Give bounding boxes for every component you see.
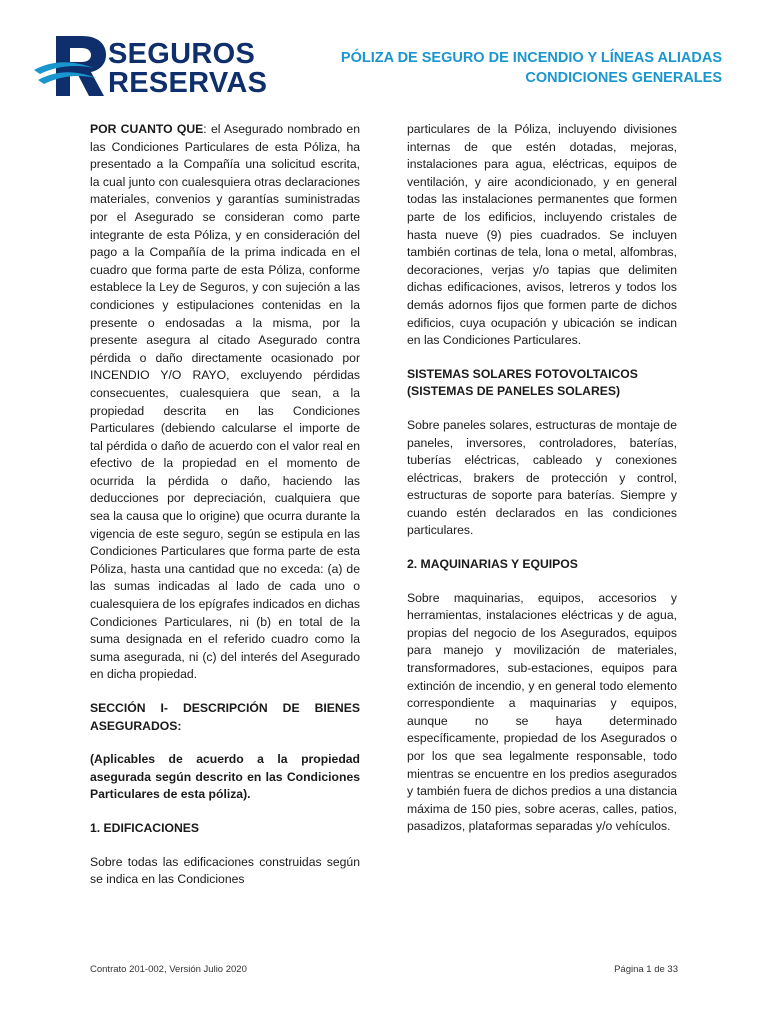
footer-contract: Contrato 201-002, Versión Julio 2020 bbox=[90, 964, 247, 975]
company-logo bbox=[32, 30, 268, 102]
right-column bbox=[407, 121, 677, 852]
brand-name bbox=[108, 40, 267, 98]
solar-heading-line-2: (SISTEMAS DE PANELES SOLARES) bbox=[407, 384, 621, 399]
document-title-line-2: CONDICIONES GENERALES bbox=[525, 70, 722, 86]
section-heading: SECCIÓN I- DESCRIPCIÓN DE BIENES ASEGURADOS: bbox=[90, 701, 360, 733]
maquinarias-heading: 2. MAQUINARIAS Y EQUIPOS bbox=[407, 557, 578, 572]
intro-paragraph bbox=[90, 121, 360, 684]
seguros-reservas-logo-icon bbox=[32, 30, 112, 102]
solar-heading-line-1: SISTEMAS SOLARES FOTOVOLTAICOS bbox=[407, 366, 638, 381]
edificaciones-text-start: Sobre todas las edificaciones construidas según se indica en las Condiciones bbox=[90, 854, 360, 887]
intro-text: : el Asegurado nombrado en las Condiciones Particulares de esta Póliza, ha presentado a la Compañía una solicitud escrita, la cual junto con cualesquiera otras declaraciones materiales, convenios y garantías suministradas por el Asegurado se consideran como parte integrante de esta Póliza, y en consideración del pago a la Compañía de la prima indicada en el cuadro que forma parte de esta Póliza, conforme establece la Ley de Seguros, y con sujeción a las condiciones y estipulaciones contenidas en la presente o endosadas a la misma, por la presente asegura al citado Asegurado contra pérdida o daño directamente ocasionado por INCENDIO Y/O RAYO, excluyendo pérdidas consecuentes, cualesquiera que sean, a la propiedad descrita en las Condiciones Particulares (debiendo calcularse el importe de tal pérdida o daño de acuerdo con el valor real en efectivo de la propiedad en el momento de ocurrida la pérdida o daño, haciendo las deducciones por depreciación, cualquiera que sea la causa que lo origine) que ocurra durante la vigencia de este seguro, según se estipula en las Condiciones Particulares que forma parte de esta Póliza, hasta una cantidad que no exceda: (a) de las sumas indicadas al lado de cada uno o cualesquiera de los epígrafes indicados en dichas Condiciones Particulares, ni (b) en total de la suma designada en el referido cuadro como la suma asegurada, ni (c) del interés del Asegurado en dicha propiedad. bbox=[90, 122, 360, 682]
solar-text: Sobre paneles solares, estructuras de montaje de paneles, inversores, controladores, baterías, tuberías eléctricas, cableado y conexiones eléctricas, brakers de protección y control, estructuras de soporte para baterías. Siempre y cuando estén declarados en las condiciones particulares. bbox=[407, 417, 677, 538]
solar-heading bbox=[407, 366, 677, 401]
section-note: (Aplicables de acuerdo a la propiedad asegurada según descrito en las Condiciones Particulares de esta póliza). bbox=[90, 752, 360, 802]
maquinarias-text: Sobre maquinarias, equipos, accesorios y herramientas, instalaciones eléctricas y de agua, propias del negocio de los Asegurados, equipos para manejo y movilización de materiales, transformadores, sub-estaciones, equipos para extinción de incendio, y en general todo elemento correspondiente a maquinarias y equipos, aunque no se haya determinado específicamente, propiedad de los Asegurados o por los que sea legalmente responsable, todo mientras se encuentre en los predios asegurados y también fuera de dichos predios a una distancia máxima de 150 pies, sobre aceras, calles, patios, pasadizos, plataformas separadas y/o vehículos. bbox=[407, 590, 677, 834]
edificaciones-heading: 1. EDIFICACIONES bbox=[90, 820, 200, 835]
edificaciones-text-continued: particulares de la Póliza, incluyendo divisiones internas de que estén dotadas, mejoras, instalaciones para agua, eléctricas, equipos de ventilación, y aire acondicionado, y en general todas las instalaciones permanentes que formen parte de los edificios, incluyendo cristales de hasta nueve (9) pies cuadrados. Se incluyen también cortinas de tela, lona o metal, alfombras, decoraciones, verjas y/o tapias que delimiten dichas edificaciones, avisos, letreros y todos los demás adornos fijos que formen parte de dichos edificios, cuya ocupación y ubicación se indican en las Condiciones Particulares. bbox=[407, 122, 677, 348]
intro-lead: POR CUANTO QUE bbox=[90, 122, 204, 136]
left-column bbox=[90, 121, 360, 905]
brand-line-1: SEGUROS bbox=[108, 38, 256, 70]
brand-line-2: RESERVAS bbox=[108, 67, 268, 99]
document-title-line-1: PÓLIZA DE SEGURO DE INCENDIO Y LÍNEAS ALIADAS bbox=[340, 50, 722, 66]
footer-page-number: Página 1 de 33 bbox=[614, 964, 678, 975]
document-title bbox=[341, 48, 722, 88]
